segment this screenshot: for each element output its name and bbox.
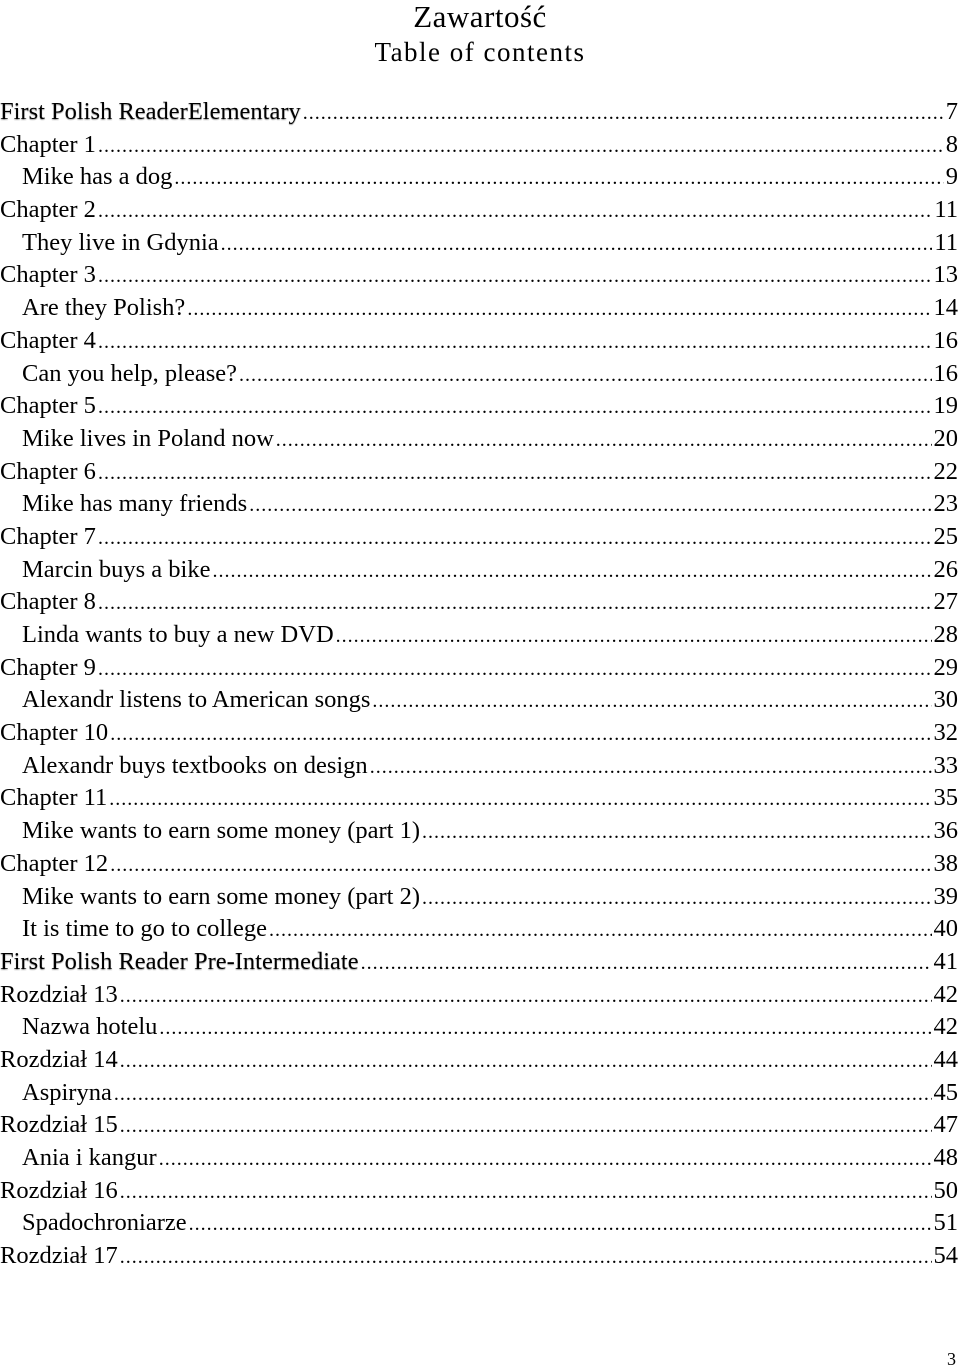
dot-leader — [98, 522, 932, 555]
toc-chapter-entry[interactable] — [0, 456, 960, 489]
dot-leader — [98, 587, 932, 620]
dot-leader — [120, 1241, 932, 1274]
dot-leader — [98, 653, 932, 686]
dot-leader — [336, 620, 932, 653]
toc-chapter-entry[interactable] — [0, 848, 960, 881]
page-number: 3 — [947, 1349, 956, 1369]
toc-part-entry[interactable] — [0, 96, 960, 129]
toc-section-entry[interactable] — [0, 684, 960, 717]
toc-entry-page: 45 — [933, 1078, 958, 1106]
toc-entry-title: Mike lives in Poland now — [22, 424, 274, 452]
toc-entry-title: Chapter 6 — [0, 457, 96, 485]
toc-section-entry[interactable] — [0, 1142, 960, 1175]
toc-entry-title: Chapter 7 — [0, 522, 96, 550]
dot-leader — [212, 555, 931, 588]
toc-entry-title: Chapter 4 — [0, 326, 96, 354]
toc-chapter-entry[interactable] — [0, 325, 960, 358]
toc-entry-title: Rozdział 17 — [0, 1242, 118, 1270]
toc-chapter-entry[interactable] — [0, 194, 960, 227]
toc-entry-page: 51 — [933, 1209, 958, 1237]
toc-entry-title: Alexandr listens to American songs — [22, 686, 371, 714]
toc-entry-title: It is time to go to college — [22, 915, 267, 943]
table-of-contents — [0, 96, 960, 1273]
toc-chapter-entry[interactable] — [0, 1240, 960, 1273]
toc-chapter-entry[interactable] — [0, 1044, 960, 1077]
toc-chapter-entry[interactable] — [0, 586, 960, 619]
toc-section-entry[interactable] — [0, 1207, 960, 1240]
toc-entry-page: 23 — [933, 490, 958, 518]
dot-leader — [422, 816, 931, 849]
toc-chapter-entry[interactable] — [0, 1109, 960, 1142]
toc-entry-page: 16 — [933, 359, 958, 387]
toc-entry-page: 33 — [933, 751, 958, 779]
toc-entry-page: 8 — [945, 130, 958, 158]
toc-entry-page: 38 — [933, 849, 958, 877]
dot-leader — [370, 751, 932, 784]
toc-section-entry[interactable] — [0, 1011, 960, 1044]
toc-entry-page: 48 — [933, 1144, 958, 1171]
dot-leader — [109, 783, 931, 816]
toc-entry-page: 25 — [933, 522, 958, 550]
dot-leader — [120, 1110, 932, 1143]
toc-entry-title: Chapter 11 — [0, 784, 108, 812]
toc-section-entry[interactable] — [0, 358, 960, 391]
toc-entry-title: Rozdział 16 — [0, 1176, 118, 1204]
dot-leader — [174, 162, 943, 195]
toc-chapter-entry[interactable] — [0, 782, 960, 815]
dot-leader — [120, 1045, 932, 1078]
dot-leader — [372, 685, 931, 718]
dot-leader — [361, 947, 932, 980]
toc-section-entry[interactable] — [0, 619, 960, 652]
dot-leader — [120, 1176, 932, 1209]
toc-entry-page: 27 — [933, 588, 958, 616]
toc-entry-page: 41 — [933, 947, 958, 975]
toc-title-block — [0, 0, 960, 70]
page-subtitle: Table of contents — [374, 37, 586, 67]
toc-section-entry[interactable] — [0, 750, 960, 783]
toc-entry-page: 22 — [933, 457, 958, 485]
toc-chapter-entry[interactable] — [0, 979, 960, 1012]
toc-entry-page: 26 — [933, 555, 958, 583]
toc-section-entry[interactable] — [0, 161, 960, 194]
dot-leader — [98, 326, 932, 359]
toc-entry-title: Rozdział 15 — [0, 1111, 118, 1139]
toc-entry-page: 7 — [945, 98, 958, 125]
dot-leader — [239, 359, 932, 392]
toc-entry-title: First Polish Reader Pre-Intermediate — [0, 947, 359, 975]
toc-entry-title: Chapter 9 — [0, 653, 96, 681]
toc-section-entry[interactable] — [0, 815, 960, 848]
toc-section-entry[interactable] — [0, 881, 960, 914]
toc-section-entry[interactable] — [0, 1077, 960, 1110]
dot-leader — [159, 1012, 931, 1045]
toc-chapter-entry[interactable] — [0, 390, 960, 423]
dot-leader — [114, 1078, 932, 1111]
toc-entry-title: Chapter 8 — [0, 588, 96, 616]
page-title: Zawartość — [413, 0, 547, 34]
dot-leader — [303, 97, 944, 130]
dot-leader — [221, 228, 933, 261]
toc-entry-title: Chapter 2 — [0, 196, 96, 224]
toc-entry-title: Spadochroniarze — [22, 1209, 187, 1237]
toc-entry-page: 47 — [933, 1111, 958, 1139]
toc-entry-page: 42 — [933, 980, 958, 1008]
dot-leader — [110, 849, 931, 882]
toc-entry-page: 16 — [933, 326, 958, 354]
toc-entry-page: 39 — [933, 882, 958, 910]
toc-chapter-entry[interactable] — [0, 652, 960, 685]
toc-entry-title: Mike wants to earn some money (part 2) — [22, 882, 421, 910]
toc-entry-page: 32 — [933, 719, 958, 747]
toc-entry-title: Rozdział 14 — [0, 1045, 118, 1073]
toc-entry-page: 9 — [945, 163, 958, 191]
toc-entry-page: 19 — [933, 392, 958, 420]
toc-section-entry[interactable] — [0, 488, 960, 521]
toc-part-entry[interactable] — [0, 946, 960, 979]
dot-leader — [249, 489, 931, 522]
toc-section-entry[interactable] — [0, 554, 960, 587]
toc-entry-page: 50 — [933, 1176, 958, 1204]
dot-leader — [159, 1143, 932, 1176]
dot-leader — [187, 293, 931, 326]
dot-leader — [276, 424, 932, 457]
toc-entry-title: Marcin buys a bike — [22, 555, 211, 583]
dot-leader — [98, 130, 944, 163]
dot-leader — [98, 457, 932, 490]
dot-leader — [98, 391, 932, 424]
toc-entry-page: 13 — [933, 261, 958, 289]
toc-entry-title: Nazwa hotelu — [22, 1013, 158, 1041]
toc-chapter-entry[interactable] — [0, 521, 960, 554]
toc-section-entry[interactable] — [0, 227, 960, 260]
toc-entry-title: Are they Polish? — [22, 294, 186, 322]
toc-entry-page: 11 — [934, 228, 958, 256]
dot-leader — [120, 980, 932, 1013]
dot-leader — [189, 1208, 932, 1241]
dot-leader — [98, 260, 932, 293]
dot-leader — [110, 718, 931, 751]
toc-entry-title: They live in Gdynia — [22, 228, 219, 256]
toc-section-entry[interactable] — [0, 423, 960, 456]
toc-entry-page: 14 — [933, 294, 958, 322]
toc-entry-page: 11 — [934, 196, 958, 224]
toc-entry-title: Mike wants to earn some money (part 1) — [22, 817, 421, 845]
toc-entry-title: Linda wants to buy a new DVD — [22, 621, 334, 648]
toc-entry-page: 40 — [933, 915, 958, 943]
toc-entry-page: 20 — [933, 424, 958, 452]
toc-entry-title: Mike has a dog — [22, 163, 173, 191]
toc-entry-title: First Polish ReaderElementary — [0, 98, 301, 125]
toc-entry-title: Aspiryna — [22, 1078, 112, 1106]
toc-entry-page: 28 — [933, 621, 958, 648]
toc-chapter-entry[interactable] — [0, 129, 960, 162]
toc-entry-title: Rozdział 13 — [0, 980, 118, 1008]
toc-entry-page: 29 — [933, 653, 958, 681]
toc-entry-title: Chapter 3 — [0, 261, 96, 289]
toc-entry-title: Chapter 5 — [0, 392, 96, 420]
toc-chapter-entry[interactable] — [0, 259, 960, 292]
toc-entry-page: 42 — [933, 1013, 958, 1041]
toc-entry-title: Chapter 12 — [0, 849, 109, 877]
toc-entry-title: Can you help, please? — [22, 359, 237, 387]
toc-chapter-entry[interactable] — [0, 1175, 960, 1208]
toc-chapter-entry[interactable] — [0, 717, 960, 750]
toc-entry-page: 36 — [933, 817, 958, 845]
toc-entry-title: Mike has many friends — [22, 490, 248, 518]
toc-section-entry[interactable] — [0, 913, 960, 946]
toc-section-entry[interactable] — [0, 292, 960, 325]
toc-entry-title: Chapter 10 — [0, 719, 109, 747]
toc-entry-title: Alexandr buys textbooks on design — [22, 751, 368, 779]
toc-entry-page: 54 — [933, 1242, 958, 1270]
toc-entry-page: 35 — [933, 784, 958, 812]
dot-leader — [269, 914, 932, 947]
dot-leader — [422, 882, 931, 915]
toc-entry-title: Ania i kangur — [22, 1144, 157, 1171]
toc-entry-page: 30 — [933, 686, 958, 714]
toc-entry-page: 44 — [933, 1045, 958, 1073]
dot-leader — [98, 195, 932, 228]
toc-entry-title: Chapter 1 — [0, 130, 96, 158]
